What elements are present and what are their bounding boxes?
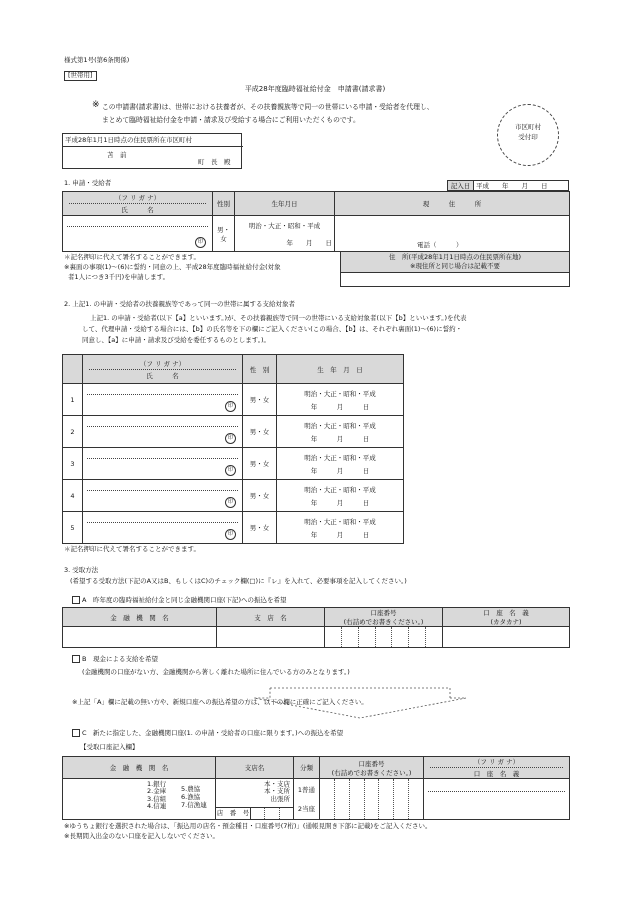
section2-para3: 同意し、【a】に申請・請求及び受給を委任するものとします。)。 bbox=[82, 336, 270, 344]
bank-name-field[interactable] bbox=[63, 779, 216, 820]
col-furigana: （フ リ ガ ナ） bbox=[139, 359, 186, 368]
option-c-checkbox[interactable] bbox=[72, 729, 80, 737]
col-account-no: 口座番号 bbox=[370, 609, 397, 617]
birthdate-field[interactable]: 明治・大正・昭和・平成 年 月 日 bbox=[235, 216, 335, 252]
seal-mark: 印 bbox=[225, 465, 236, 476]
col-holder: 口 座 名 義 bbox=[483, 609, 529, 617]
birthdate-field[interactable]: 明治・大正・昭和・平成 年 月 日 bbox=[277, 448, 404, 480]
receiving-account-title: 【受取口座記入欄】 bbox=[80, 743, 139, 751]
section3-instruction: (希望する受取方法(下記のA又はB、もしくはC)のチェック欄(□)に『レ』を入れて、必要事項を記入してください。) bbox=[70, 577, 407, 585]
col-address: 現 住 所 bbox=[335, 192, 570, 216]
intro-note-line2: まとめて臨時福祉給付金を申請・請求及び受給する場合にご利用いただくものです。 bbox=[102, 116, 360, 124]
option-b[interactable]: B 現金による支給を希望 bbox=[72, 655, 158, 664]
bank-type-options-left[interactable]: 1.銀行 2.金庫 3.信組 4.信連 bbox=[147, 780, 167, 811]
branch-type-options[interactable]: 本・支店 本・支所 出張所 bbox=[264, 780, 290, 803]
seal-note: ＊記名押印に代えて署名することができます。 bbox=[64, 253, 200, 261]
seal-mark: 印 bbox=[225, 401, 236, 412]
birthdate-field[interactable]: 明治・大正・昭和・平成 年 月 日 bbox=[277, 512, 404, 544]
col-birth: 生年月日 bbox=[235, 192, 335, 216]
resident-address-box[interactable]: 住 所(平成28年1月1日時点の住民票所在地) ※現住所と同じ場合は記載不要 bbox=[340, 251, 570, 287]
dependents-table bbox=[62, 354, 404, 544]
address-field[interactable] bbox=[335, 216, 570, 252]
dependent-name-field[interactable] bbox=[83, 512, 243, 544]
gender-select[interactable]: 男・女 bbox=[243, 416, 277, 448]
reception-stamp-area: 市区町村 受付印 bbox=[497, 104, 559, 166]
addressee-suffix: 町 長 殿 bbox=[198, 158, 231, 166]
seal-mark: 印 bbox=[195, 237, 206, 248]
birthdate-field[interactable]: 明治・大正・昭和・平成 年 月 日 bbox=[277, 384, 404, 416]
footnote-yucho: ※ゆうちょ銀行を選択された場合は、「振込用の店名・預金種目・口座番号(7桁)」(通帳見開き下部に記載)をご記入ください。 bbox=[64, 822, 432, 830]
col-bank: 金 融 機 関 名 bbox=[63, 608, 217, 627]
new-account-table: 金 融 機 関 名 支店名 分類 口座番号 (右詰めでお書きください。) （フ リ ガ ナ） 口 座 名 義 1.銀行 2.金庫 3.信組 4.信連 5.農協 6.漁協 7.信漁連 本・支店 本・支所 出張所 店 番 号 1普通 2当座 bbox=[62, 756, 570, 820]
col-furigana: （フ リ ガ ナ） bbox=[114, 194, 161, 202]
col-gender: 性 別 bbox=[243, 355, 277, 384]
dependent-row bbox=[63, 384, 404, 416]
branch-name-field[interactable] bbox=[217, 627, 325, 648]
bank-type-options-right[interactable]: 5.農協 6.漁協 7.信漁連 bbox=[181, 785, 207, 810]
pledge-note-2: 者1人につき3千円)を申請します。 bbox=[68, 273, 170, 281]
option-c[interactable]: C 新たに指定した、金融機関口座(1. の申請・受給者の口座に限ります。)への振込を希望 bbox=[72, 729, 343, 738]
seal-mark: 印 bbox=[225, 433, 236, 444]
dependent-row bbox=[63, 480, 404, 512]
section3-heading: 3. 受取方法 bbox=[64, 566, 99, 574]
dependent-name-field[interactable] bbox=[83, 448, 243, 480]
section2-heading: 2. 上記1. の申請・受給者の扶養親族等であって同一の世帯に属する支給対象者 bbox=[64, 300, 295, 308]
col-holder: 口 座 名 義 bbox=[473, 770, 520, 778]
form-title: 平成28年度臨時福祉給付金 申請書(請求書) bbox=[244, 85, 386, 93]
municipality-box: 平成28年1月1日時点の住民票所在市区町村 苫 前 町 長 殿 bbox=[62, 133, 242, 169]
row-number: 2 bbox=[63, 416, 83, 448]
col-account-no: 口座番号 bbox=[358, 759, 385, 768]
gender-select[interactable]: 男・女 bbox=[243, 512, 277, 544]
birthdate-field[interactable]: 明治・大正・昭和・平成 年 月 日 bbox=[277, 416, 404, 448]
date-entry: 記入日 平成 年 月 日 bbox=[447, 180, 569, 191]
col-birth: 生 年 月 日 bbox=[277, 355, 404, 384]
col-type: 分類 bbox=[294, 757, 320, 779]
pledge-note: ※裏面の事項(1)～(6)に誓約・同意の上、平成28年度臨時福祉給付金(対象 bbox=[64, 263, 281, 271]
dependent-row bbox=[63, 512, 404, 544]
dependent-name-field[interactable] bbox=[83, 384, 243, 416]
form-number: 様式第1号(第6条関係) bbox=[64, 56, 130, 64]
dependent-name-field[interactable] bbox=[83, 480, 243, 512]
col-name: 氏 名 bbox=[146, 371, 179, 380]
municipality-name: 苫 前 bbox=[107, 151, 127, 159]
new-account-note: ※上記「A」欄に記載の無い方や、新規口座への振込希望の方は、以下の欄に正確にご記入ください。 bbox=[72, 698, 368, 706]
gender-select[interactable]: 男・女 bbox=[243, 384, 277, 416]
gender-select[interactable]: 男・女 bbox=[243, 448, 277, 480]
applicant-table bbox=[62, 191, 570, 252]
branch-name-field[interactable] bbox=[216, 779, 294, 820]
col-branch: 支 店 名 bbox=[217, 608, 325, 627]
previous-account-table: 金 融 機 関 名 支 店 名 口座番号 (右詰めでお書きください。) 口 座 名 義 (カタカナ) bbox=[62, 607, 570, 648]
option-a[interactable]: A 昨年度の臨時福祉給付金と同じ金融機関口座(下記)への振込を希望 bbox=[72, 596, 287, 605]
section2-para1: 上記1. の申請・受給者(以下【a】といいます。)が、その扶養親族等で同一の世帯にいる支給対象者(以下【b】といいます。)を代表 bbox=[90, 314, 467, 322]
col-bank: 金 融 機 関 名 bbox=[63, 757, 216, 779]
row-number: 5 bbox=[63, 512, 83, 544]
dependent-name-field[interactable] bbox=[83, 416, 243, 448]
col-furigana: （フ リ ガ ナ） bbox=[473, 758, 520, 766]
bank-name-field[interactable] bbox=[63, 627, 217, 648]
phone-field[interactable]: 電話（ ） bbox=[417, 241, 463, 250]
section1-heading: 1. 申請・受給者 bbox=[64, 179, 112, 187]
account-holder-field[interactable] bbox=[424, 779, 570, 820]
option-b-checkbox[interactable] bbox=[72, 655, 80, 663]
seal-mark: 印 bbox=[225, 497, 236, 508]
row-number: 4 bbox=[63, 480, 83, 512]
account-holder-field[interactable] bbox=[443, 627, 570, 648]
account-type-select[interactable]: 1普通 2当座 bbox=[294, 779, 320, 820]
applicant-name-field[interactable] bbox=[63, 216, 213, 252]
intro-note-line1: この申請書(請求書)は、世帯における扶養者が、その扶養親族等で同一の世帯にいる申請・受給者を代理し、 bbox=[102, 103, 434, 111]
date-field[interactable]: 平成 年 月 日 bbox=[474, 181, 569, 191]
form-type-tag: [世帯用] bbox=[64, 71, 97, 81]
account-number-field[interactable] bbox=[320, 779, 424, 820]
account-number-field[interactable] bbox=[325, 627, 443, 648]
col-branch: 支店名 bbox=[216, 757, 294, 779]
row-number: 3 bbox=[63, 448, 83, 480]
section2-seal-note: ＊記名押印に代えて署名することができます。 bbox=[64, 545, 200, 553]
seal-mark: 印 bbox=[225, 529, 236, 540]
option-a-checkbox[interactable] bbox=[72, 596, 80, 604]
dependent-row bbox=[63, 416, 404, 448]
col-name: 氏 名 bbox=[121, 206, 154, 214]
note-mark: ※ bbox=[92, 100, 100, 110]
row-number: 1 bbox=[63, 384, 83, 416]
gender-select[interactable]: 男・女 bbox=[213, 216, 235, 252]
footnote-dormant: ※長期間入出金のない口座を記入しないでください。 bbox=[64, 832, 219, 840]
birthdate-field[interactable]: 明治・大正・昭和・平成 年 月 日 bbox=[277, 480, 404, 512]
dependent-row bbox=[63, 448, 404, 480]
option-b-note: (金融機関の口座がない方、金融機関から著しく離れた場所に住んでいる方のみとなります。) bbox=[82, 668, 350, 676]
section2-para2: して、代理申請・受給する場合には、【b】の氏名等を下の欄にご記入ください(この場合、【b】は、それぞれ裏面(1)～(6)に誓約・ bbox=[82, 325, 463, 333]
gender-select[interactable]: 男・女 bbox=[243, 480, 277, 512]
branch-number-field[interactable]: 店 番 号 bbox=[216, 807, 293, 819]
col-gender: 性別 bbox=[213, 192, 235, 216]
